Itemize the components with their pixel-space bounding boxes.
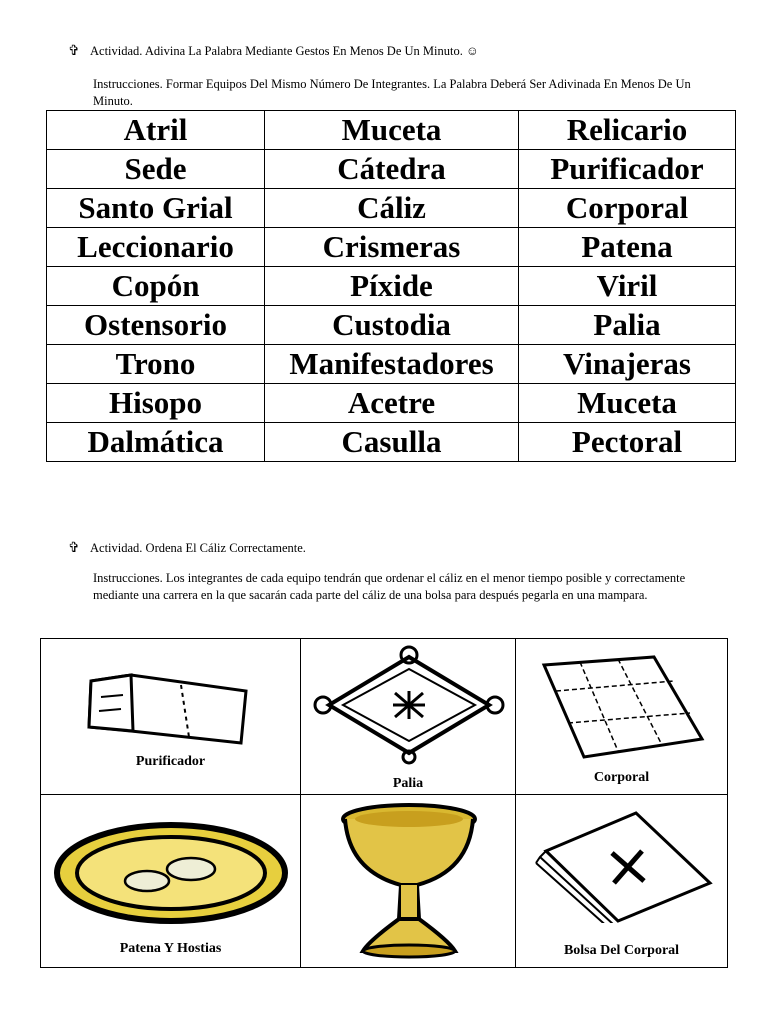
table-row (47, 267, 736, 306)
table-cell: Atril (47, 111, 265, 150)
patena-card (40, 794, 301, 968)
table-row (47, 111, 736, 150)
table-cell: Crismeras (265, 228, 519, 267)
palia-card (300, 638, 516, 795)
table-cell: Acetre (265, 384, 519, 423)
corporal-label: Corporal (593, 770, 650, 785)
table-row (47, 306, 736, 345)
table-cell: Copón (47, 267, 265, 306)
table-cell: Hisopo (47, 384, 265, 423)
table-cell: Palia (519, 306, 736, 345)
palia-label: Palia (392, 776, 424, 791)
table-row (47, 150, 736, 189)
purificador-icon (71, 661, 271, 751)
table-cell: Leccionario (47, 228, 265, 267)
table-cell: Vinajeras (519, 345, 736, 384)
cross-icon: ✞ (68, 541, 80, 556)
table-cell: Píxide (265, 267, 519, 306)
table-cell: Sede (47, 150, 265, 189)
table-cell: Casulla (265, 423, 519, 462)
table-cell: Purificador (519, 150, 736, 189)
purificador-label: Purificador (135, 754, 206, 769)
table-cell: Cátedra (265, 150, 519, 189)
activity-2-instructions: Instrucciones. Los integrantes de cada equipo tendrán que ordenar el cáliz en el menor tiempo posible y correctamente mediante una carrera en la que sacarán cada parte del cáliz de una bolsa para después pegarla en una mampara. (93, 571, 686, 602)
table-cell: Relicario (519, 111, 736, 150)
image-grid (40, 638, 728, 968)
corporal-icon (534, 651, 714, 761)
palia-icon (309, 645, 509, 765)
bolsa-label: Bolsa Del Corporal (563, 943, 680, 958)
table-cell: Trono (47, 345, 265, 384)
table-cell: Viril (519, 267, 736, 306)
caliz-icon (339, 801, 479, 961)
table-cell: Ostensorio (47, 306, 265, 345)
table-cell: Pectoral (519, 423, 736, 462)
cross-icon: ✞ (68, 44, 80, 59)
activity-1-heading (68, 43, 479, 60)
patena-label: Patena Y Hostias (119, 941, 222, 956)
corporal-card (515, 638, 728, 795)
table-cell: Custodia (265, 306, 519, 345)
activity-1-instructions: Instrucciones. Formar Equipos Del Mismo Número De Integrantes. La Palabra Deberá Ser Adivinada En Menos De Un Minuto. (93, 77, 691, 108)
activity-2-heading (68, 540, 306, 557)
caliz-card (300, 794, 516, 968)
activity-2-title: Actividad. Ordena El Cáliz Correctamente. (90, 541, 306, 555)
table-row (47, 384, 736, 423)
purificador-card (40, 638, 301, 795)
bolsa-card (515, 794, 728, 968)
table-row (47, 189, 736, 228)
table-cell: Santo Grial (47, 189, 265, 228)
activity-1-title: Actividad. Adivina La Palabra Mediante Gestos En Menos De Un Minuto. ☺ (90, 44, 479, 58)
table-cell: Muceta (519, 384, 736, 423)
table-cell: Corporal (519, 189, 736, 228)
table-row (47, 228, 736, 267)
table-cell: Muceta (265, 111, 519, 150)
table-cell: Dalmática (47, 423, 265, 462)
words-table (46, 110, 736, 462)
table-cell: Manifestadores (265, 345, 519, 384)
table-cell: Cáliz (265, 189, 519, 228)
table-row (47, 345, 736, 384)
patena-icon (51, 815, 291, 925)
table-cell: Patena (519, 228, 736, 267)
table-row (47, 423, 736, 462)
bolsa-icon (526, 803, 716, 923)
